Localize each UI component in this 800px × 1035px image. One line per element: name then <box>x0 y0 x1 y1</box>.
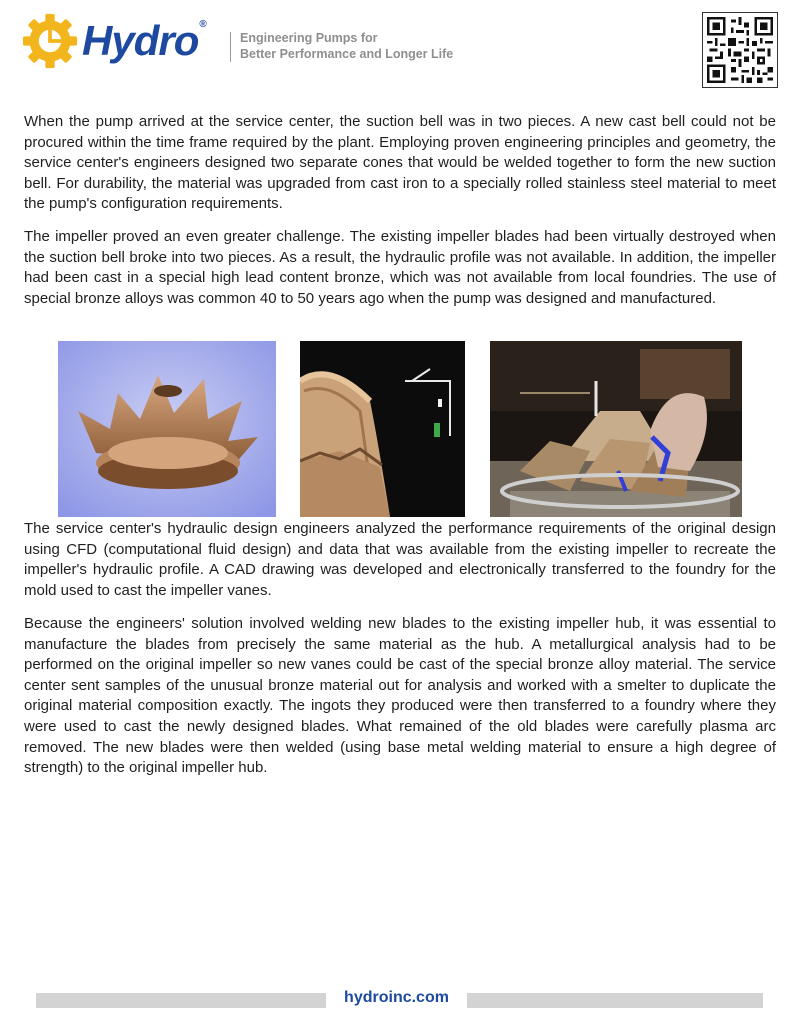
page-footer <box>0 985 800 1015</box>
registered-mark: ® <box>199 19 206 30</box>
paragraph-metallurgy: Because the engineers' solution involved welding new blades to the existing impeller hub, it was essential to manufacture the blades from precisely the same material as the hub. A metallurgical analysis had to be performed on the original impeller so new vanes could be cast of the special bronze alloy material. The service center sent samples of the unusual bronze material out for analysis and worked with a smelter to duplicate the original material composition exactly. The ingots they produced were then transferred to a foundry where they were used to cast the newly designed blades. What remained of the old blades were carefully plasma arc removed. The new blades were then welded (using base metal welding material to ensure a high degree of strength) to the original impeller hub. <box>24 615 776 777</box>
header-divider <box>230 32 231 62</box>
paragraph-impeller-challenge: The impeller proved an even greater challenge. The existing impeller blades had been virtually destroyed when the suction bell broke into two pieces. As a result, the hydraulic profile was not available. In addition, the impeller had been cast in a special high lead content bronze, which was not available from local foundries. The use of special bronze alloys was common 40 to 50 years ago when the pump was designed and manufactured. <box>24 228 776 307</box>
qr-code-icon[interactable] <box>702 12 778 88</box>
page-header <box>22 12 778 88</box>
impeller-repair-photo <box>490 341 742 517</box>
suction-bell-photo <box>300 341 465 517</box>
hydro-logo[interactable] <box>22 12 206 70</box>
paragraph-suction-bell: When the pump arrived at the service center, the suction bell was in two pieces. A new cast bell could not be procured within the time frame required by the plant. Employing proven engineering principles and geometry, the service center's engineers designed two separate cones that would be welded together to form the new suction bell. For durability, the material was upgraded from cast iron to a specially rolled stainless steel material to meet the pump's configuration requirements. <box>24 113 776 213</box>
gear-logo-icon <box>22 12 78 70</box>
footer-bar-right <box>467 993 763 1008</box>
tagline <box>240 30 453 62</box>
footer-website-link[interactable]: hydroinc.com <box>344 989 449 1006</box>
tagline-line-2: Better Performance and Longer Life <box>240 47 454 61</box>
brand-name: Hydro® <box>82 17 206 64</box>
photo-row <box>0 341 800 517</box>
tagline-line-1: Engineering Pumps for <box>240 31 378 45</box>
footer-bar-left <box>36 993 326 1008</box>
impeller-photo-damaged <box>58 341 276 517</box>
paragraph-hydraulic-design: The service center's hydraulic design engineers analyzed the performance requirements of the original design using CFD (computational fluid design) and data that was available from the existing impeller to recreate the impeller's hydraulic profile. A CAD drawing was developed and electronically transferred to the foundry for the mold used to cast the impeller vanes. <box>24 520 776 599</box>
